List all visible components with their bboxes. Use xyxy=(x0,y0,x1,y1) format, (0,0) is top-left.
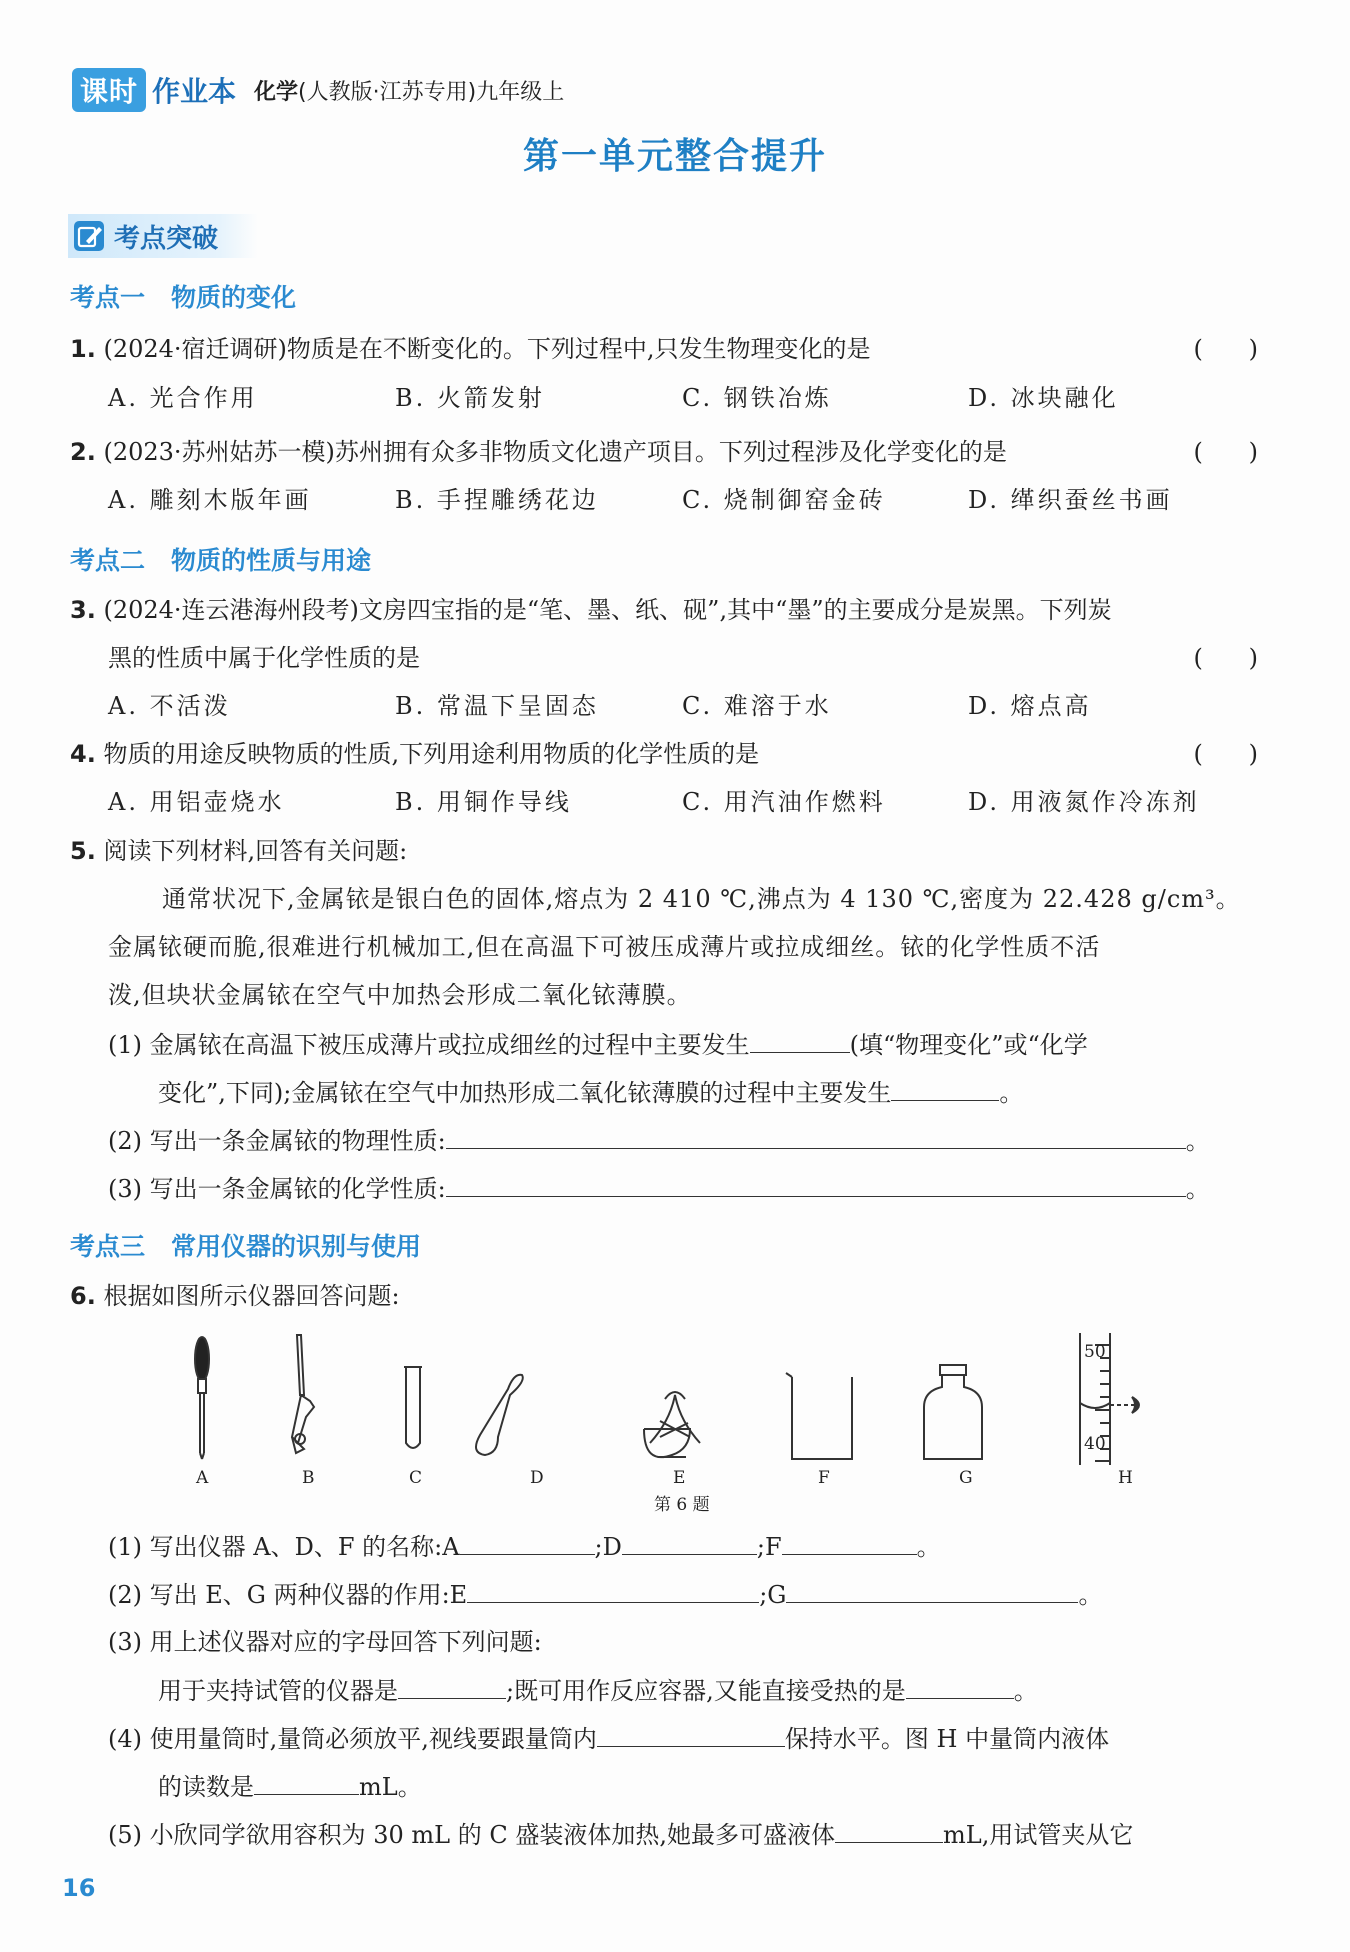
q2-text: (2023·苏州姑苏一模)苏州拥有众多非物质文化遗产项目。下列过程涉及化学变化的是 xyxy=(103,438,1007,466)
q3-number: 3. xyxy=(70,596,96,624)
q6-sub2 xyxy=(108,1578,1102,1611)
q5-sub1-blank-1[interactable] xyxy=(750,1028,850,1053)
label-h: H xyxy=(1118,1468,1133,1488)
q6-sub4-text-c: 的读数是 xyxy=(158,1773,254,1801)
q6-sub5-blank[interactable] xyxy=(835,1818,943,1843)
q5-sub1-text-a: (1) 金属铱在高温下被压成薄片或拉成细丝的过程中主要发生 xyxy=(108,1031,750,1059)
label-g: G xyxy=(959,1468,973,1488)
q1-number: 1. xyxy=(70,335,96,363)
q3-option-b[interactable]: B. 常温下呈固态 xyxy=(395,692,599,720)
period: 。 xyxy=(916,1533,941,1561)
period: 。 xyxy=(999,1079,1024,1107)
label-d: D xyxy=(530,1468,544,1488)
page-title: 第一单元整合提升 xyxy=(522,136,827,177)
q6-sub4-line2 xyxy=(158,1770,422,1803)
q5-sub1-line1 xyxy=(108,1028,1088,1061)
q6-sub1-text-f: ;F xyxy=(756,1533,782,1561)
q6-sub3-line2 xyxy=(158,1674,1038,1707)
q6-sub3-blank-2[interactable] xyxy=(906,1674,1014,1699)
q4-option-d[interactable]: D. 用液氮作冷冻剂 xyxy=(968,788,1200,816)
label-b: B xyxy=(302,1468,315,1488)
label-f: F xyxy=(818,1468,830,1488)
q6-sub5 xyxy=(108,1818,1133,1851)
q6-sub3-blank-1[interactable] xyxy=(398,1674,506,1699)
header xyxy=(72,70,564,110)
dropper-icon xyxy=(195,1337,209,1459)
q4-stem xyxy=(70,738,759,770)
q6-sub5-text-b: mL,用试管夹从它 xyxy=(943,1821,1134,1849)
subject-name: 化学 xyxy=(254,79,299,105)
kp2-name: 物质的性质与用途 xyxy=(171,546,372,575)
label-e: E xyxy=(673,1468,686,1488)
scale-label-50: 50 xyxy=(1084,1342,1106,1362)
q1-option-b[interactable]: B. 火箭发射 xyxy=(395,384,545,412)
q4-text: 物质的用途反映物质的性质,下列用途利用物质的化学性质的是 xyxy=(103,740,760,768)
q2-number: 2. xyxy=(70,438,96,466)
q2-stem xyxy=(70,436,1007,468)
q6-sub1-text: (1) 写出仪器 A、D、F 的名称:A xyxy=(108,1533,460,1561)
q3-option-c[interactable]: C. 难溶于水 xyxy=(682,692,832,720)
q1-option-a[interactable]: A. 光合作用 xyxy=(108,384,258,412)
q5-sub3-text: (3) 写出一条金属铱的化学性质: xyxy=(108,1175,446,1203)
q1-answer-paren[interactable]: ( ) xyxy=(1193,335,1258,363)
q5-sub3-blank[interactable] xyxy=(446,1172,1186,1197)
q6-sub2-blank-g[interactable] xyxy=(786,1578,1078,1603)
q6-number: 6. xyxy=(70,1282,96,1310)
q3-answer-paren[interactable]: ( ) xyxy=(1193,644,1258,672)
q6-text: 根据如图所示仪器回答问题: xyxy=(103,1282,400,1310)
book-name: 作业本 xyxy=(152,75,237,108)
section-banner xyxy=(68,214,258,258)
q5-sub2 xyxy=(108,1124,1210,1157)
reagent-bottle-icon xyxy=(924,1365,982,1459)
kp3-heading xyxy=(70,1227,421,1263)
period: 。 xyxy=(1013,1677,1038,1705)
q5-sub1-text-c: 变化”,下同);金属铱在空气中加热形成二氧化铱薄膜的过程中主要发生 xyxy=(158,1079,892,1107)
q4-option-a[interactable]: A. 用铝壶烧水 xyxy=(108,788,285,816)
q5-sub1-blank-2[interactable] xyxy=(891,1076,999,1101)
q2-option-d[interactable]: D. 缂织蚕丝书画 xyxy=(968,486,1173,514)
q6-sub1-text-d: ;D xyxy=(594,1533,622,1561)
medicine-spoon-icon xyxy=(476,1375,523,1455)
q3-stem-line1 xyxy=(70,594,1112,626)
q6-sub4-text-d: mL。 xyxy=(359,1773,422,1801)
label-c: C xyxy=(409,1468,423,1488)
kp3-label: 考点三 xyxy=(70,1232,146,1261)
q6-sub3-text-a: 用于夹持试管的仪器是 xyxy=(158,1677,398,1705)
q6-sub3: (3) 用上述仪器对应的字母回答下列问题: xyxy=(108,1628,542,1656)
kp1-label: 考点一 xyxy=(70,283,146,312)
q4-number: 4. xyxy=(70,740,96,768)
q6-sub4-blank-2[interactable] xyxy=(254,1770,359,1795)
q5-material-2: 金属铱硬而脆,很难进行机械加工,但在高温下可被压成薄片或拉成细丝。铱的化学性质不活 xyxy=(108,933,1101,961)
section-title: 考点突破 xyxy=(114,223,219,254)
q6-sub4-blank-1[interactable] xyxy=(597,1722,785,1747)
q1-text: (2024·宿迁调研)物质是在不断变化的。下列过程中,只发生物理变化的是 xyxy=(103,335,871,363)
q6-sub4-text-b: 保持水平。图 H 中量筒内液体 xyxy=(784,1725,1110,1753)
period: 。 xyxy=(1185,1175,1210,1203)
edition: (人教版·江苏专用)九年级上 xyxy=(298,79,565,105)
q5-material-1: 通常状况下,金属铱是银白色的固体,熔点为 2 410 ℃,沸点为 4 130 ℃,密度为 22.428 g/cm³。 xyxy=(162,885,1241,913)
q6-sub2-text: (2) 写出 E、G 两种仪器的作用:E xyxy=(108,1581,468,1609)
q5-sub1-line2 xyxy=(158,1076,1023,1109)
q6-sub1-blank-d[interactable] xyxy=(622,1530,757,1555)
q3-option-d[interactable]: D. 熔点高 xyxy=(968,692,1092,720)
period: 。 xyxy=(1185,1127,1210,1155)
beaker-icon xyxy=(786,1373,852,1459)
q2-option-b[interactable]: B. 手捏雕绣花边 xyxy=(395,486,599,514)
q6-sub1-blank-a[interactable] xyxy=(460,1530,595,1555)
q6-sub4-line1 xyxy=(108,1722,1109,1755)
label-a: A xyxy=(196,1468,209,1488)
q6-sub1 xyxy=(108,1530,941,1563)
q6-sub3-text-b: ;既可用作反应容器,又能直接受热的是 xyxy=(506,1677,906,1705)
q4-option-b[interactable]: B. 用铜作导线 xyxy=(395,788,572,816)
q6-sub4-text-a: (4) 使用量筒时,量筒必须放平,视线要跟量筒内 xyxy=(108,1725,597,1753)
edit-icon xyxy=(72,219,106,253)
kp3-name: 常用仪器的识别与使用 xyxy=(171,1232,422,1261)
q1-option-d[interactable]: D. 冰块融化 xyxy=(968,384,1119,412)
q5-number: 5. xyxy=(70,837,96,865)
q5-text: 阅读下列材料,回答有关问题: xyxy=(103,837,408,865)
instruments-figure xyxy=(180,1325,1200,1475)
q4-answer-paren[interactable]: ( ) xyxy=(1193,740,1258,768)
q5-sub2-text: (2) 写出一条金属铱的物理性质: xyxy=(108,1127,446,1155)
q6-sub5-text-a: (5) 小欣同学欲用容积为 30 mL 的 C 盛装液体加热,她最多可盛液体 xyxy=(108,1821,835,1849)
q4-option-c[interactable]: C. 用汽油作燃料 xyxy=(682,788,886,816)
subject xyxy=(254,75,564,106)
q3-text-1: (2024·连云港海州段考)文房四宝指的是“笔、墨、纸、砚”,其中“墨”的主要成分是炭黑。下列炭 xyxy=(103,596,1112,624)
logo: 课时 xyxy=(72,68,146,112)
q6-stem xyxy=(70,1280,400,1312)
q2-answer-paren[interactable]: ( ) xyxy=(1193,438,1258,466)
q2-option-c[interactable]: C. 烧制御窑金砖 xyxy=(682,486,886,514)
kp1-heading xyxy=(70,278,296,314)
kp2-label: 考点二 xyxy=(70,546,146,575)
period: 。 xyxy=(1078,1581,1103,1609)
q6-sub2-text-g: ;G xyxy=(759,1581,787,1609)
q3-option-a[interactable]: A. 不活泼 xyxy=(108,692,231,720)
kp2-heading xyxy=(70,541,371,577)
q6-sub2-blank-e[interactable] xyxy=(467,1578,759,1603)
kp1-name: 物质的变化 xyxy=(171,283,297,312)
q5-stem xyxy=(70,835,407,867)
q6-sub1-blank-f[interactable] xyxy=(782,1530,917,1555)
test-tube-clamp-icon xyxy=(292,1335,314,1453)
q2-option-a[interactable]: A. 雕刻木版年画 xyxy=(108,486,312,514)
q3-stem-line2: 黑的性质中属于化学性质的是 xyxy=(108,644,420,672)
q1-option-c[interactable]: C. 钢铁冶炼 xyxy=(682,384,832,412)
page-number: 16 xyxy=(62,1874,96,1902)
q1-stem xyxy=(70,333,871,365)
alcohol-lamp-icon xyxy=(644,1392,700,1457)
q5-sub3 xyxy=(108,1172,1210,1205)
q5-sub2-blank[interactable] xyxy=(446,1124,1186,1149)
q5-sub1-text-b: (填“物理变化”或“化学 xyxy=(849,1031,1088,1059)
figure-caption: 第 6 题 xyxy=(654,1495,710,1515)
scale-label-40: 40 xyxy=(1084,1434,1106,1454)
test-tube-icon xyxy=(406,1367,420,1448)
q5-material-3: 泼,但块状金属铱在空气中加热会形成二氧化铱薄膜。 xyxy=(108,981,692,1009)
